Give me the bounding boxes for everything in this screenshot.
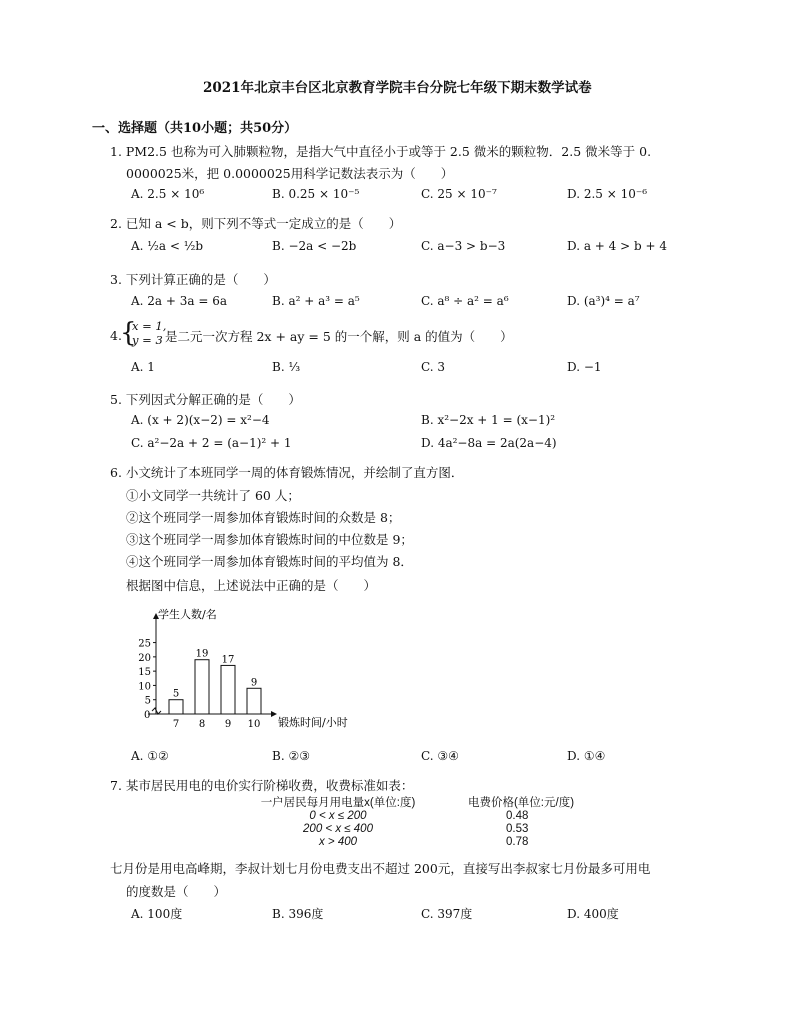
x-tick-label: 9 — [224, 719, 232, 730]
q4-number: 4. — [110, 328, 122, 343]
histogram-bar — [247, 688, 261, 714]
table-header-usage: 一户居民每月用电量x(单位:度) — [260, 797, 416, 809]
q7-stem: 7. 某市居民用电的电价实行阶梯收费，收费标准如表： — [110, 778, 414, 793]
q1-line2: 0000025米，把 0.0000025用科学记数法表示为（ ） — [126, 166, 454, 181]
x-tick-label: 10 — [247, 719, 261, 730]
table-row-range: 200 < x ≤ 400 — [303, 823, 373, 835]
q7-option-b[interactable]: B. 396度 — [272, 907, 324, 921]
q1-option-b[interactable]: B. 0.25 × 10⁻⁵ — [272, 187, 360, 201]
histogram-chart — [126, 604, 376, 734]
bar-value-label: 9 — [250, 677, 258, 689]
histogram-bar — [169, 700, 183, 714]
bar-value-label: 5 — [172, 688, 180, 700]
y-tick-label: 10 — [138, 681, 151, 693]
q6-option-d[interactable]: D. ①④ — [567, 749, 606, 763]
q5-stem: 5. 下列因式分解正确的是（ ） — [110, 392, 301, 407]
q3-option-a[interactable]: A. 2a + 3a = 6a — [131, 294, 228, 308]
q2-option-b[interactable]: B. −2a < −2b — [272, 239, 357, 253]
y-tick-label: 5 — [144, 695, 151, 707]
q3-option-b[interactable]: B. a² + a³ = a⁵ — [272, 294, 360, 308]
q6-question: 根据图中信息，上述说法中正确的是（ ） — [126, 578, 377, 593]
q4-option-c[interactable]: C. 3 — [421, 360, 446, 374]
q2-option-c[interactable]: C. a−3 > b−3 — [421, 239, 506, 253]
x-tick-label: 8 — [198, 719, 206, 730]
q2-stem: 2. 已知 a < b，则下列不等式一定成立的是（ ） — [110, 216, 402, 231]
q2-option-d[interactable]: D. a + 4 > b + 4 — [567, 239, 667, 253]
q2-option-a[interactable]: A. ½a < ½b — [131, 239, 204, 253]
q4-option-d[interactable]: D. −1 — [567, 360, 602, 374]
q6-statement-1: ①小文同学一共统计了 60 人； — [126, 488, 300, 503]
q5-option-c[interactable]: C. a²−2a + 2 = (a−1)² + 1 — [131, 436, 292, 450]
bar-value-label: 17 — [221, 654, 235, 666]
q1-option-a[interactable]: A. 2.5 × 10⁶ — [131, 187, 205, 201]
q1-option-c[interactable]: C. 25 × 10⁻⁷ — [421, 187, 497, 201]
q3-option-c[interactable]: C. a⁸ ÷ a² = a⁶ — [421, 294, 509, 308]
x-axis-label: 锻炼时间/小时 — [278, 716, 348, 729]
q1-line1: 1. PM2.5 也称为可入肺颗粒物，是指大气中直径小于或等于 2.5 微米的颗粒物．2.5 微米等于 0. — [110, 144, 652, 159]
table-row-price: 0.48 — [506, 810, 529, 822]
q5-option-a[interactable]: A. (x + 2)(x−2) = x²−4 — [131, 413, 270, 427]
y-tick-label: 20 — [138, 652, 151, 664]
bar-value-label: 19 — [195, 648, 209, 660]
histogram-bar — [221, 665, 235, 714]
price-table — [240, 797, 586, 849]
q7-option-c[interactable]: C. 397度 — [421, 907, 473, 921]
section-heading: 一、选择题（共10小题；共50分） — [92, 121, 298, 136]
table-row-price: 0.78 — [506, 836, 529, 848]
q6-statement-3: ③这个班同学一周参加体育锻炼时间的中位数是 9； — [126, 532, 413, 547]
origin-label: 0 — [144, 710, 151, 721]
q1-option-d[interactable]: D. 2.5 × 10⁻⁶ — [567, 187, 648, 201]
histogram-bar — [195, 660, 209, 714]
q3-stem: 3. 下列计算正确的是（ ） — [110, 272, 276, 287]
q6-option-b[interactable]: B. ②③ — [272, 749, 310, 763]
y-tick-label: 15 — [138, 667, 151, 679]
y-tick-label: 25 — [138, 638, 151, 650]
q4-system-eq2: y = 3 — [132, 333, 163, 347]
table-row-range: x > 400 — [318, 836, 358, 848]
q4-system-eq1: x = 1, — [132, 319, 167, 333]
table-header-price: 电费价格(单位:元/度) — [467, 797, 575, 809]
q7-line2: 的度数是（ ） — [126, 884, 227, 899]
y-axis-label: 学生人数/名 — [158, 608, 217, 621]
q7-option-d[interactable]: D. 400度 — [567, 907, 619, 921]
table-row-price: 0.53 — [506, 823, 529, 835]
q7-option-a[interactable]: A. 100度 — [131, 907, 183, 921]
q5-option-d[interactable]: D. 4a²−8a = 2a(2a−4) — [421, 436, 557, 450]
q4-option-b[interactable]: B. ⅓ — [272, 360, 301, 374]
q6-stem: 6. 小文统计了本班同学一周的体育锻炼情况，并绘制了直方图． — [110, 465, 464, 480]
table-row-range: 0 < x ≤ 200 — [309, 810, 367, 822]
x-tick-label: 7 — [172, 719, 180, 730]
q7-line1: 七月份是用电高峰期，李叔计划七月份电费支出不超过 200元，直接写出李叔家七月份最多可用电 — [110, 861, 651, 876]
q6-option-a[interactable]: A. ①② — [131, 749, 169, 763]
q4-stem: 是二元一次方程 2x + ay = 5 的一个解，则 a 的值为（ ） — [165, 329, 513, 344]
q3-option-d[interactable]: D. (a³)⁴ = a⁷ — [567, 294, 640, 308]
page-title: 2021年北京丰台区北京教育学院丰台分院七年级下期末数学试卷 — [203, 80, 592, 96]
q6-statement-4: ④这个班同学一周参加体育锻炼时间的平均值为 8． — [126, 554, 413, 569]
q6-option-c[interactable]: C. ③④ — [421, 749, 459, 763]
q4-option-a[interactable]: A. 1 — [131, 360, 155, 374]
q4-brace: { — [120, 318, 137, 348]
q6-statement-2: ②这个班同学一周参加体育锻炼时间的众数是 8； — [126, 510, 401, 525]
q5-option-b[interactable]: B. x²−2x + 1 = (x−1)² — [421, 413, 556, 427]
